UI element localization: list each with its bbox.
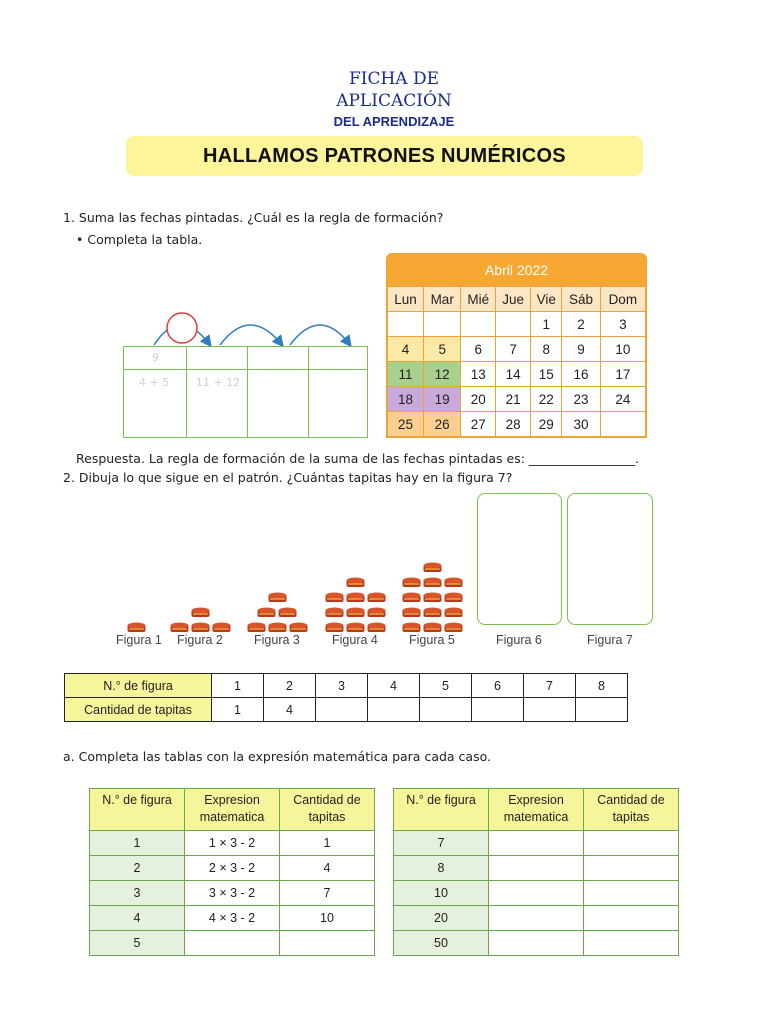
table-cell[interactable] [316,698,368,722]
table-cell: 7 [394,831,489,856]
sum-cell-text: 4 + 5 [139,376,170,389]
table-cell: 8 [576,674,628,698]
bottle-cap-icon [346,592,365,603]
bottle-cap-icon [367,607,386,618]
bottle-cap-icon [170,622,189,633]
table-cell: 3 [316,674,368,698]
table-cell: 7 [524,674,576,698]
calendar-date: 23 [562,387,600,412]
calendar-day: Dom [600,287,645,312]
bottle-cap-icon [325,592,344,603]
figure-label: Figura 1 [116,633,162,647]
table-cell: 4 [368,674,420,698]
bottle-cap-icon [423,592,442,603]
bottle-cap-icon [247,622,266,633]
table-cell[interactable]: 4 [264,698,316,722]
calendar-day: Jue [496,287,531,312]
question-2: 2. Dibuja lo que sigue en el patrón. ¿Cuántas tapitas hay en la figura 7? [63,470,513,485]
bottle-cap-icon [325,622,344,633]
sum-cell-text: 11 + 12 [196,376,241,389]
calendar-date: 3 [600,312,645,337]
calendar-date-highlighted: 19 [424,387,461,412]
calendar-date: 29 [531,412,562,437]
calendar-date [600,412,645,437]
table-cell[interactable] [524,698,576,722]
table-cell[interactable] [489,831,584,856]
table-cell[interactable]: 3 × 3 - 2 [185,881,280,906]
calendar-date: 9 [562,337,600,362]
calendar-date [424,312,461,337]
table-header: N.° de figura [65,674,212,698]
calendar-date: 21 [496,387,531,412]
bottle-cap-icon [402,607,421,618]
table-cell: 1 [90,831,185,856]
calendar-day: Lun [388,287,424,312]
table-cell: 5 [90,931,185,956]
bottle-cap-icon [278,607,297,618]
sum-table [123,346,368,438]
table-cell[interactable]: 1 [280,831,375,856]
calendar-date [388,312,424,337]
table-cell[interactable] [576,698,628,722]
sum-cell-text: 9 [152,351,159,364]
bottle-cap-icon [346,607,365,618]
table-cell[interactable]: 4 [280,856,375,881]
sum-cell[interactable] [186,369,248,438]
figure-label: Figura 5 [409,633,455,647]
calendar-date: 24 [600,387,645,412]
table-cell[interactable] [584,906,679,931]
table-cell[interactable]: 7 [280,881,375,906]
question-1-bullet: • Completa la tabla. [76,232,203,247]
bottle-cap-icon [268,622,287,633]
bottle-cap-icon [289,622,308,633]
calendar-date: 17 [600,362,645,387]
bottle-cap-icon [367,622,386,633]
figure-label: Figura 2 [177,633,223,647]
table-cell[interactable]: 2 × 3 - 2 [185,856,280,881]
calendar [386,253,647,438]
calendar-date-highlighted: 26 [424,412,461,437]
table-cell: 5 [420,674,472,698]
bottle-cap-icon [367,592,386,603]
calendar-date: 1 [531,312,562,337]
calendar-date: 16 [562,362,600,387]
figure-label: Figura 7 [587,633,633,647]
bottle-cap-icon [444,607,463,618]
table-cell: 2 [90,856,185,881]
table-cell[interactable]: 1 [212,698,264,722]
figure-label: Figura 6 [496,633,542,647]
calendar-date [461,312,496,337]
bottle-cap-icon [402,622,421,633]
table-header: Expresion matematica [489,789,584,831]
table-cell[interactable] [185,931,280,956]
pattern-arrows [120,300,370,350]
calendar-date: 30 [562,412,600,437]
sum-cell[interactable] [308,346,368,370]
bottle-cap-icon [346,622,365,633]
calendar-date-highlighted: 12 [424,362,461,387]
calendar-date: 20 [461,387,496,412]
table-cell[interactable] [420,698,472,722]
calendar-date: 28 [496,412,531,437]
table-cell[interactable] [584,881,679,906]
sum-cell[interactable] [123,369,187,438]
sum-cell[interactable] [247,369,309,438]
calendar-date: 7 [496,337,531,362]
figure-label: Figura 4 [332,633,378,647]
table-cell[interactable]: 10 [280,906,375,931]
figure-7-drawing-box[interactable] [567,493,653,625]
bottle-cap-icon [212,622,231,633]
sum-cell[interactable] [247,346,309,370]
sum-cell[interactable] [123,346,187,370]
bottle-cap-icon [127,622,146,633]
table-cell[interactable] [368,698,420,722]
table-cell[interactable] [489,906,584,931]
table-header: Cantidad de tapitas [280,789,375,831]
calendar-date-highlighted: 11 [388,362,424,387]
table-cell: 3 [90,881,185,906]
table-cell: 10 [394,881,489,906]
calendar-date-highlighted: 5 [424,337,461,362]
bottle-cap-icon [423,607,442,618]
header-line1: FICHA DE [348,69,440,89]
calendar-date: 27 [461,412,496,437]
expression-table-right [393,788,679,956]
header-line2: APLICACIÓN [336,91,452,111]
figure-6-drawing-box[interactable] [477,493,562,625]
bottle-cap-icon [346,577,365,588]
table-header: N.° de figura [90,789,185,831]
figure-count-table [64,673,628,722]
table-cell: 1 [212,674,264,698]
bottle-cap-icon [402,577,421,588]
question-a: a. Completa las tablas con la expresión matemática para cada caso. [63,749,491,764]
bottle-cap-icon [444,622,463,633]
calendar-title: Abril 2022 [484,262,549,278]
table-cell: 20 [394,906,489,931]
calendar-day: Sáb [562,287,600,312]
bottle-cap-icon [268,592,287,603]
header-line3: DEL APRENDIZAJE [333,114,455,129]
calendar-date: 22 [531,387,562,412]
calendar-date-highlighted: 25 [388,412,424,437]
bottle-cap-icon [423,577,442,588]
table-cell: 6 [472,674,524,698]
table-cell[interactable] [489,931,584,956]
calendar-date [496,312,531,337]
table-cell[interactable] [584,856,679,881]
bottle-cap-icon [423,562,442,573]
table-cell[interactable]: 1 × 3 - 2 [185,831,280,856]
table-cell[interactable] [489,881,584,906]
calendar-date-highlighted: 18 [388,387,424,412]
bottle-cap-icon [191,607,210,618]
bottle-cap-icon [444,592,463,603]
page-title: HALLAMOS PATRONES NUMÉRICOS [126,136,643,176]
table-cell[interactable] [584,931,679,956]
bottle-cap-icon [423,622,442,633]
table-cell: 8 [394,856,489,881]
answer-line: Respuesta. La regla de formación de la suma de las fechas pintadas es: _________________. [76,451,640,466]
bottle-cap-icon [402,592,421,603]
table-header: Cantidad de tapitas [584,789,679,831]
table-cell: 4 [90,906,185,931]
question-1: 1. Suma las fechas pintadas. ¿Cuál es la regla de formación? [63,210,444,225]
table-header: N.° de figura [394,789,489,831]
calendar-date: 10 [600,337,645,362]
calendar-date: 15 [531,362,562,387]
calendar-date: 14 [496,362,531,387]
calendar-day: Mié [461,287,496,312]
sum-cell[interactable] [308,369,368,438]
table-cell[interactable] [472,698,524,722]
bottle-cap-icon [257,607,276,618]
answer-circle [167,313,197,343]
table-header: Expresion matematica [185,789,280,831]
calendar-date-highlighted: 4 [388,337,424,362]
calendar-date: 8 [531,337,562,362]
table-cell[interactable]: 4 × 3 - 2 [185,906,280,931]
calendar-day: Mar [424,287,461,312]
table-header: Cantidad de tapitas [65,698,212,722]
calendar-date: 2 [562,312,600,337]
bottle-cap-icon [325,607,344,618]
table-cell[interactable] [584,831,679,856]
bottle-cap-icon [444,577,463,588]
calendar-date: 6 [461,337,496,362]
table-cell[interactable] [489,856,584,881]
table-cell: 50 [394,931,489,956]
calendar-date: 13 [461,362,496,387]
bottle-cap-icon [191,622,210,633]
figure-label: Figura 3 [254,633,300,647]
calendar-day: Vie [531,287,562,312]
table-cell[interactable] [280,931,375,956]
sum-cell[interactable] [186,346,248,370]
expression-table-left [89,788,375,956]
table-cell: 2 [264,674,316,698]
